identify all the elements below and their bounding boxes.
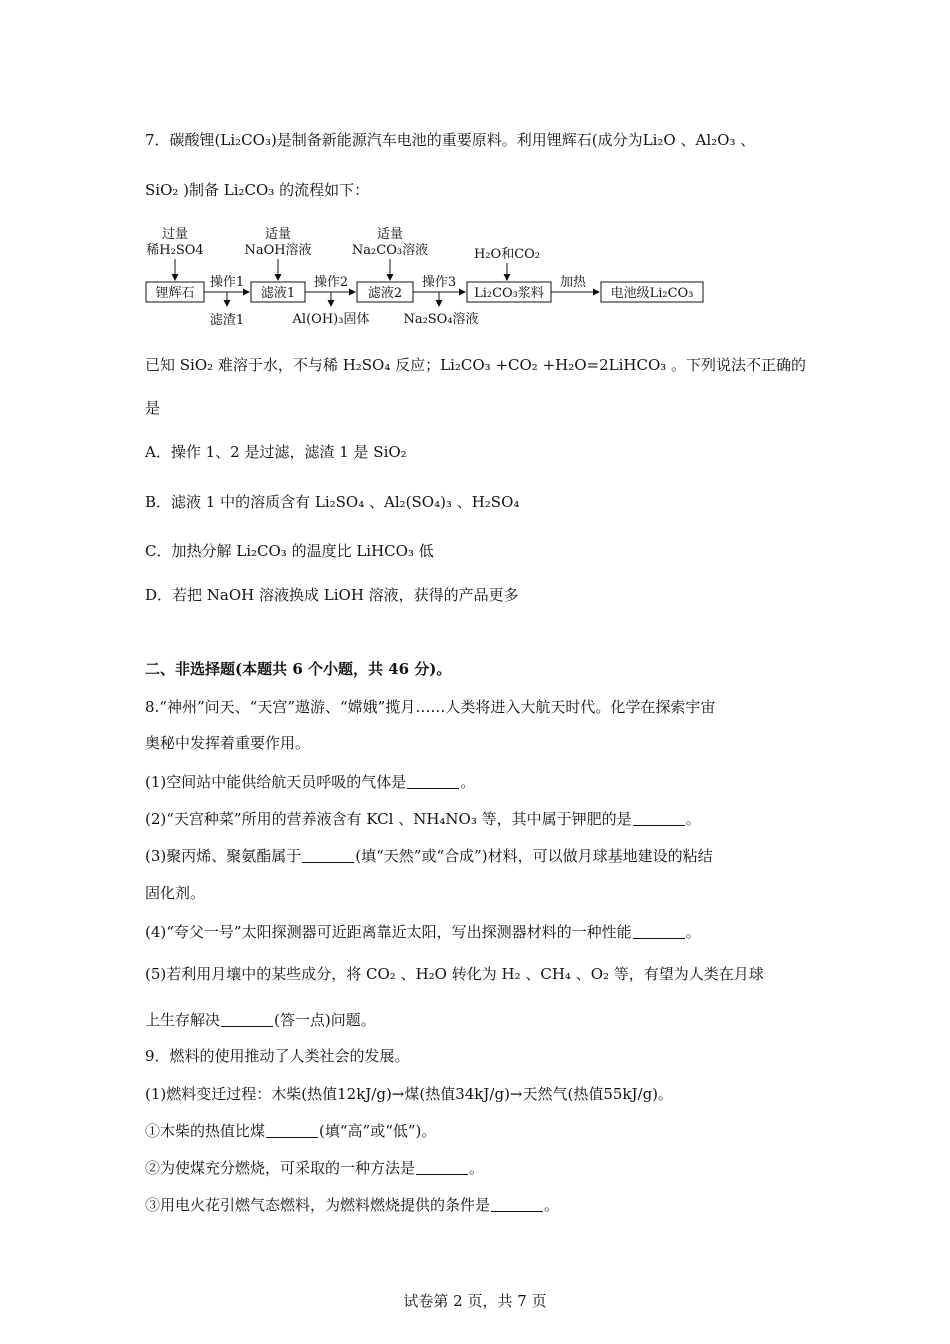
q8-part2: (2)“天宫种菜”所用的营养液含有 KCl 、NH₄NO₃ 等，其中属于钾肥的是 。 — [145, 810, 701, 828]
answer-blank[interactable] — [416, 1160, 468, 1175]
reagent-label: 适量 — [264, 227, 292, 242]
page-footer: 试卷第 2 页，共 7 页 — [403, 1292, 547, 1310]
section-heading: 二、非选择题(本题共 6 个小题，共 46 分)。 — [145, 660, 452, 678]
answer-blank[interactable] — [633, 924, 685, 939]
q7-stem-line2: SiO₂ )制备 Li₂CO₃ 的流程如下： — [145, 181, 370, 199]
q8-intro-line2: 奥秘中发挥着重要作用。 — [145, 734, 311, 752]
reagent-label: 过量 — [161, 227, 189, 242]
op-label: 加热 — [559, 275, 587, 290]
reagent-label: NaOH溶液 — [244, 243, 312, 258]
q9-intro: 9．燃料的使用推动了人类社会的发展。 — [145, 1047, 410, 1065]
q8-part4: (4)“夸父一号”太阳探测器可近距离靠近太阳，写出探测器材料的一种性能 。 — [145, 923, 701, 941]
op-label: 操作2 — [313, 275, 349, 290]
q7-known-condition-cont: 是 — [145, 399, 161, 417]
reagent-label: Na₂CO₃溶液 — [351, 243, 429, 258]
q9-sub2: ②为使煤充分燃烧，可采取的一种方法是 。 — [145, 1159, 485, 1177]
q8-part3: (3)聚丙烯、聚氨酯属于 (填“天然”或“合成”)材料，可以做月球基地建设的粘结 — [145, 847, 713, 865]
q7-stem-line1: 7．碳酸锂(Li₂CO₃)是制备新能源汽车电池的重要原料。利用锂辉石(成分为Li₂O 、Al₂O₃ 、 — [145, 131, 756, 149]
answer-blank[interactable] — [221, 1012, 273, 1027]
byproduct-label: Al(OH)₃固体 — [292, 312, 370, 327]
reagent-label: 适量 — [376, 227, 404, 242]
answer-blank[interactable] — [407, 774, 459, 789]
box-label: 电池级Li₂CO₃ — [610, 286, 694, 301]
q7-option-c: C．加热分解 Li₂CO₃ 的温度比 LiHCO₃ 低 — [145, 542, 434, 560]
q8-intro-line1: 8.“神州”问天、“天宫”遨游、“嫦娥”揽月……人类将进入大航天时代。化学在探索宇宙 — [145, 698, 716, 716]
answer-blank[interactable] — [266, 1123, 318, 1138]
q8-part5: (5)若利用月壤中的某些成分，将 CO₂ 、H₂O 转化为 H₂ 、CH₄ 、O₂ 等，有望为人类在月球 — [145, 965, 764, 983]
box-label: Li₂CO₃浆料 — [474, 286, 544, 301]
q8-part5-cont: 上生存解决 (答一点)问题。 — [145, 1011, 376, 1029]
answer-blank[interactable] — [491, 1197, 543, 1212]
box-label: 锂辉石 — [155, 286, 195, 301]
q8-part1: (1)空间站中能供给航天员呼吸的气体是 。 — [145, 773, 476, 791]
answer-blank[interactable] — [302, 848, 354, 863]
op-label: 操作3 — [421, 275, 457, 290]
q7-option-a: A．操作 1、2 是过滤，滤渣 1 是 SiO₂ — [145, 443, 407, 461]
process-flow-diagram — [145, 226, 715, 336]
q9-part1: (1)燃料变迁过程：木柴(热值12kJ/g)→煤(热值34kJ/g)→天然气(热值55kJ/g)。 — [145, 1085, 674, 1103]
q7-option-b: B．滤液 1 中的溶质含有 Li₂SO₄ 、Al₂(SO₄)₃ 、H₂SO₄ — [145, 493, 520, 511]
op-label: 操作1 — [209, 275, 245, 290]
q7-option-d: D．若把 NaOH 溶液换成 LiOH 溶液，获得的产品更多 — [145, 586, 519, 604]
byproduct-label: 滤渣1 — [209, 313, 245, 328]
reagent-label: H₂O和CO₂ — [473, 247, 541, 262]
reagent-label: 稀H₂SO4 — [146, 243, 204, 258]
byproduct-label: Na₂SO₄溶液 — [403, 312, 479, 327]
answer-blank[interactable] — [633, 811, 685, 826]
q9-sub3: ③用电火花引燃气态燃料，为燃料燃烧提供的条件是 。 — [145, 1196, 560, 1214]
box-label: 滤液1 — [260, 286, 296, 301]
q8-part3-cont: 固化剂。 — [145, 884, 206, 902]
box-label: 滤液2 — [367, 286, 403, 301]
q7-known-condition: 已知 SiO₂ 难溶于水，不与稀 H₂SO₄ 反应；Li₂CO₃ +CO₂ +H₂O=2LiHCO₃ 。下列说法不正确的 — [145, 356, 807, 374]
q9-sub1: ①木柴的热值比煤 (填“高”或“低”)。 — [145, 1122, 437, 1140]
